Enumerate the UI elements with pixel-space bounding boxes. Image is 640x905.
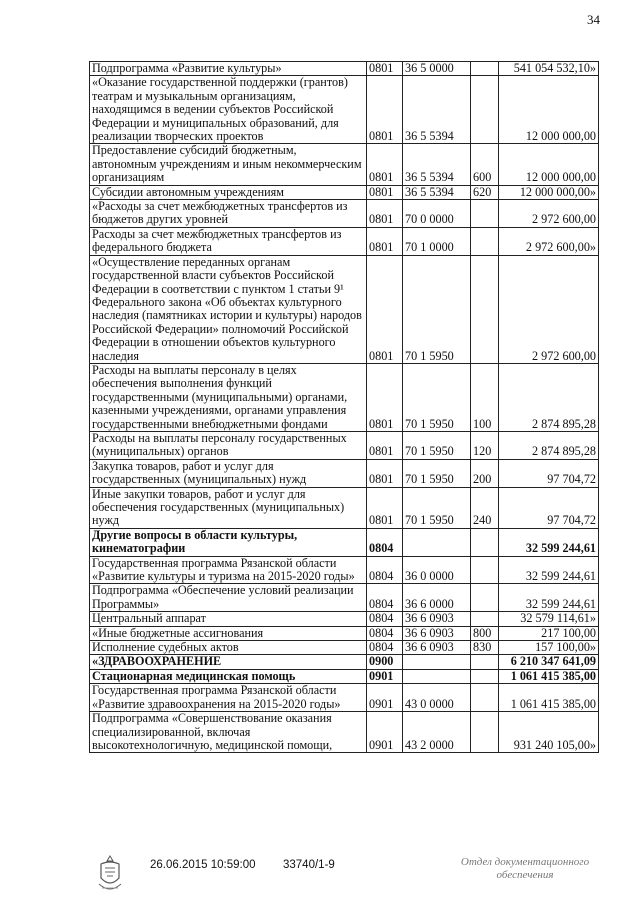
row-section-cell: 0801 [367, 459, 403, 487]
row-sum-cell: 931 240 105,00» [499, 712, 599, 753]
row-csr-cell: 36 6 0903 [403, 612, 471, 626]
row-sum-cell: 12 000 000,00 [499, 144, 599, 185]
row-sum-cell: 12 000 000,00» [499, 185, 599, 199]
row-section-cell: 0804 [367, 641, 403, 655]
row-csr-cell: 36 5 5394 [403, 185, 471, 199]
row-vr-cell: 620 [471, 185, 499, 199]
row-vr-cell: 100 [471, 363, 499, 431]
row-csr-cell: 70 1 5950 [403, 431, 471, 459]
row-name-cell: «Осуществление переданных органам государственной власти субъектов Российской Федерации в соответствии с пунктом 1 статьи 9¹ Федерального закона «Об объектах культурного наследия (памятниках истории и культуры) народов Российской Федерации» полномочий Российской Федерации в отношении объектов культурного наследия [90, 255, 367, 363]
table-row [90, 556, 599, 584]
table-row [90, 584, 599, 612]
table-row [90, 459, 599, 487]
row-sum-cell: 1 061 415 385,00 [499, 684, 599, 712]
table-row [90, 62, 599, 76]
row-section-cell: 0801 [367, 363, 403, 431]
row-section-cell: 0804 [367, 626, 403, 640]
table-row [90, 363, 599, 431]
row-vr-cell [471, 584, 499, 612]
row-csr-cell: 70 1 0000 [403, 227, 471, 255]
row-sum-cell: 6 210 347 641,09 [499, 655, 599, 669]
row-section-cell: 0804 [367, 556, 403, 584]
row-name-cell: Субсидии автономным учреждениям [90, 185, 367, 199]
row-section-cell: 0801 [367, 200, 403, 228]
row-sum-cell: 157 100,00» [499, 641, 599, 655]
table-row [90, 431, 599, 459]
row-csr-cell: 70 1 5950 [403, 487, 471, 528]
table-row [90, 612, 599, 626]
stamp-text: Отдел документационного обеспечения [460, 856, 590, 881]
row-csr-cell: 70 1 5950 [403, 363, 471, 431]
row-section-cell: 0801 [367, 487, 403, 528]
row-csr-cell: 36 5 0000 [403, 62, 471, 76]
row-vr-cell: 240 [471, 487, 499, 528]
row-vr-cell [471, 227, 499, 255]
row-name-cell: Подпрограмма «Развитие культуры» [90, 62, 367, 76]
row-vr-cell [471, 669, 499, 683]
table-row [90, 655, 599, 669]
table-row [90, 669, 599, 683]
row-sum-cell: 2 874 895,28 [499, 363, 599, 431]
row-name-cell: Стационарная медицинская помощь [90, 669, 367, 683]
row-name-cell: «Расходы за счет межбюджетных трансфертов из бюджетов других уровней [90, 200, 367, 228]
row-sum-cell: 97 704,72 [499, 487, 599, 528]
row-section-cell: 0901 [367, 684, 403, 712]
row-vr-cell: 200 [471, 459, 499, 487]
budget-table-body [90, 62, 599, 753]
row-section-cell: 0804 [367, 612, 403, 626]
table-row [90, 76, 599, 144]
table-row [90, 528, 599, 556]
footer [0, 854, 640, 904]
row-name-cell: Другие вопросы в области культуры, кинематографии [90, 528, 367, 556]
row-section-cell: 0801 [367, 431, 403, 459]
row-csr-cell [403, 655, 471, 669]
row-name-cell: Расходы на выплаты персоналу государственных (муниципальных) органов [90, 431, 367, 459]
row-section-cell: 0801 [367, 62, 403, 76]
page-number: 34 [587, 12, 600, 27]
row-name-cell: Государственная программа Рязанской области «Развитие культуры и туризма на 2015-2020 годы» [90, 556, 367, 584]
row-section-cell: 0804 [367, 528, 403, 556]
row-sum-cell: 32 599 244,61 [499, 556, 599, 584]
row-section-cell: 0901 [367, 669, 403, 683]
budget-table [89, 61, 599, 753]
row-name-cell: Иные закупки товаров, работ и услуг для обеспечения государственных (муниципальных) нужд [90, 487, 367, 528]
table-row [90, 227, 599, 255]
row-csr-cell: 36 6 0000 [403, 584, 471, 612]
table-row [90, 144, 599, 185]
row-section-cell: 0901 [367, 712, 403, 753]
row-csr-cell: 36 5 5394 [403, 144, 471, 185]
row-vr-cell [471, 528, 499, 556]
row-section-cell: 0801 [367, 185, 403, 199]
footer-doc-number: 33740/1-9 [283, 859, 335, 871]
row-csr-cell: 36 0 0000 [403, 556, 471, 584]
table-row [90, 487, 599, 528]
table-row [90, 626, 599, 640]
row-vr-cell [471, 655, 499, 669]
row-csr-cell: 36 6 0903 [403, 641, 471, 655]
row-name-cell: Расходы на выплаты персоналу в целях обеспечения выполнения функций государственными (муниципальными) органами, казенными учреждениями, органами управления государственными внебюджетными фондами [90, 363, 367, 431]
row-csr-cell: 70 1 5950 [403, 459, 471, 487]
row-section-cell: 0801 [367, 76, 403, 144]
table-row [90, 712, 599, 753]
row-csr-cell: 36 6 0903 [403, 626, 471, 640]
row-section-cell: 0801 [367, 144, 403, 185]
row-csr-cell: 70 1 5950 [403, 255, 471, 363]
table-row [90, 684, 599, 712]
row-section-cell: 0801 [367, 227, 403, 255]
row-sum-cell: 2 972 600,00 [499, 255, 599, 363]
row-section-cell: 0900 [367, 655, 403, 669]
row-name-cell: Закупка товаров, работ и услуг для государственных (муниципальных) нужд [90, 459, 367, 487]
row-csr-cell: 43 2 0000 [403, 712, 471, 753]
row-vr-cell [471, 200, 499, 228]
row-name-cell: Исполнение судебных актов [90, 641, 367, 655]
table-row [90, 255, 599, 363]
row-csr-cell: 43 0 0000 [403, 684, 471, 712]
row-section-cell: 0804 [367, 584, 403, 612]
row-sum-cell: 2 874 895,28 [499, 431, 599, 459]
row-vr-cell [471, 556, 499, 584]
row-name-cell: Государственная программа Рязанской области «Развитие здравоохранения на 2015-2020 годы» [90, 684, 367, 712]
row-name-cell: Подпрограмма «Обеспечение условий реализации Программы» [90, 584, 367, 612]
row-sum-cell: 541 054 532,10» [499, 62, 599, 76]
row-vr-cell [471, 76, 499, 144]
row-sum-cell: 32 579 114,61» [499, 612, 599, 626]
row-vr-cell: 800 [471, 626, 499, 640]
row-sum-cell: 2 972 600,00» [499, 227, 599, 255]
row-vr-cell [471, 62, 499, 76]
row-name-cell: Центральный аппарат [90, 612, 367, 626]
row-sum-cell: 97 704,72 [499, 459, 599, 487]
row-csr-cell [403, 669, 471, 683]
coat-of-arms-icon [96, 854, 124, 894]
row-vr-cell [471, 684, 499, 712]
row-vr-cell: 600 [471, 144, 499, 185]
row-vr-cell: 830 [471, 641, 499, 655]
row-vr-cell: 120 [471, 431, 499, 459]
row-vr-cell [471, 712, 499, 753]
table-row [90, 200, 599, 228]
row-csr-cell: 36 5 5394 [403, 76, 471, 144]
row-vr-cell [471, 255, 499, 363]
table-row [90, 185, 599, 199]
row-sum-cell: 217 100,00 [499, 626, 599, 640]
row-section-cell: 0801 [367, 255, 403, 363]
row-name-cell: «Оказание государственной поддержки (грантов) театрам и музыкальным организациям, находящимся в ведении субъектов Российской Федерации и муниципальных образований, для реализации творческих проектов [90, 76, 367, 144]
row-sum-cell: 12 000 000,00 [499, 76, 599, 144]
row-csr-cell: 70 0 0000 [403, 200, 471, 228]
row-sum-cell: 1 061 415 385,00 [499, 669, 599, 683]
row-csr-cell [403, 528, 471, 556]
row-sum-cell: 32 599 244,61 [499, 528, 599, 556]
row-name-cell: «ЗДРАВООХРАНЕНИЕ [90, 655, 367, 669]
row-name-cell: «Иные бюджетные ассигнования [90, 626, 367, 640]
row-sum-cell: 32 599 244,61 [499, 584, 599, 612]
row-name-cell: Подпрограмма «Совершенствование оказания специализированной, включая высокотехнологичную, медицинской помощи, [90, 712, 367, 753]
row-name-cell: Расходы за счет межбюджетных трансфертов из федерального бюджета [90, 227, 367, 255]
row-sum-cell: 2 972 600,00 [499, 200, 599, 228]
table-row [90, 641, 599, 655]
footer-date: 26.06.2015 10:59:00 [150, 859, 256, 871]
row-name-cell: Предоставление субсидий бюджетным, автономным учреждениям и иным некоммерческим организациям [90, 144, 367, 185]
row-vr-cell [471, 612, 499, 626]
